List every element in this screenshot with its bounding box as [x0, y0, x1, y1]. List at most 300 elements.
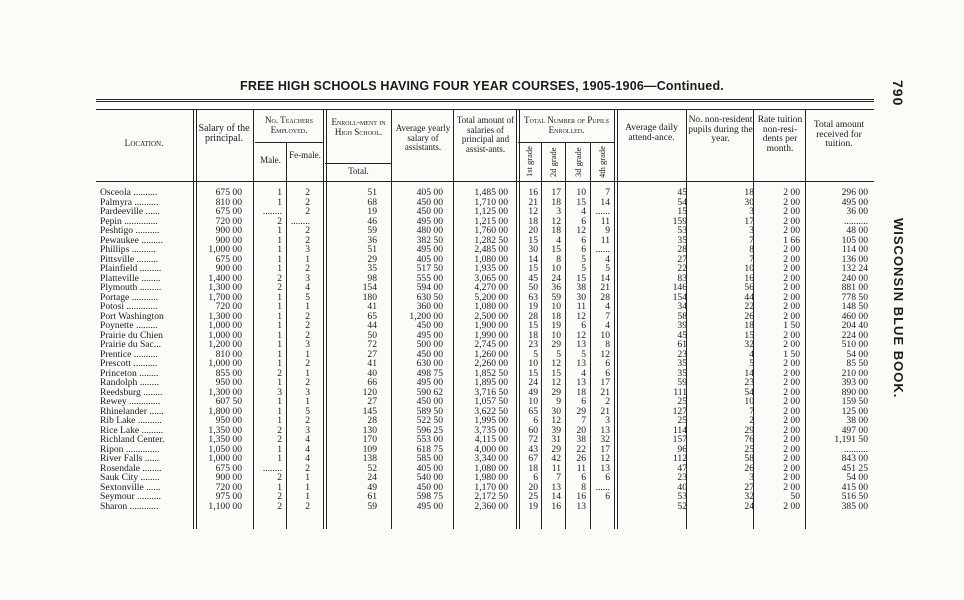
cell-avg: 585 00 [416, 453, 443, 464]
cell-location: Princeton ........ [100, 368, 159, 378]
cell-location: Ripon .............. [100, 444, 160, 454]
cell-male: 2 [277, 491, 282, 502]
cell-tuition: 148 50 [841, 301, 868, 312]
cell-salary: 950 00 [215, 415, 242, 426]
cell-sal-total: 1,080 00 [474, 462, 508, 474]
cell-rate: 2 00 [783, 225, 800, 236]
header-female: Fe-male. [289, 150, 321, 160]
cell-g2: 29 [551, 386, 561, 398]
cell-g1: 15 [528, 320, 538, 331]
cell-avg: 405 00 [416, 187, 443, 198]
cell-sal-total: 1,125 00 [474, 206, 508, 217]
cell-female: 4 [305, 434, 310, 445]
cell-att: 96 [677, 443, 687, 455]
cell-att: 159 [672, 215, 687, 227]
cell-salary: 1,300 00 [208, 310, 242, 322]
cell-male: 2 [277, 215, 282, 227]
cell-att: 35 [677, 358, 687, 369]
cell-salary: 900 00 [215, 225, 242, 236]
cell-g3: 6 [581, 472, 586, 483]
cell-total: 46 [367, 215, 377, 227]
header-subrule [325, 163, 391, 164]
cell-sal-total: 1,080 00 [474, 253, 508, 265]
cell-g1: 28 [528, 310, 538, 322]
cell-location: Poynette ......... [100, 321, 158, 331]
cell-rate: 2 00 [783, 301, 800, 312]
cell-female: 1 [305, 491, 310, 502]
cell-g2: 12 [551, 358, 561, 369]
cell-g3: 10 [576, 187, 586, 198]
cell-salary: 900 00 [215, 234, 242, 246]
header-top-rule [96, 109, 874, 110]
cell-g4: 2 [605, 396, 610, 407]
cell-tuition: 497 00 [841, 424, 868, 436]
cell-sal-total: 1,057 50 [474, 396, 508, 407]
cell-male: 1 [277, 234, 282, 246]
cell-location: Rewey ............. [100, 397, 161, 407]
header-subrule [255, 142, 323, 143]
cell-male: 1 [277, 253, 282, 265]
cell-sal-total: 1,852 50 [474, 367, 508, 379]
cell-g4: 32 [600, 434, 610, 445]
cell-g4: 14 [600, 272, 610, 284]
cell-nonres: 14 [744, 367, 754, 379]
cell-g1: 12 [528, 206, 538, 217]
cell-avg: 589 50 [416, 405, 443, 417]
cell-g1: 5 [533, 348, 538, 360]
cell-rate: 2 00 [783, 386, 800, 398]
cell-g4: 4 [605, 253, 610, 265]
cell-tuition: 1,191 50 [834, 434, 868, 445]
cell-sal-total: 3,735 00 [474, 424, 508, 436]
cell-female: 4 [305, 443, 310, 455]
cell-g4: 13 [600, 462, 610, 474]
cell-male: 1 [277, 415, 282, 426]
cell-att: 22 [677, 263, 687, 274]
cell-g2: 13 [551, 481, 561, 493]
cell-tuition: 516 50 [841, 491, 868, 502]
cell-female: 2 [305, 187, 310, 198]
cell-att: 34 [677, 301, 687, 312]
cell-sal-total: 3,622 50 [474, 405, 508, 417]
header-bottom-rule [96, 181, 874, 182]
cell-g4: 11 [600, 234, 610, 246]
cell-g2: 4 [556, 234, 561, 246]
cell-salary: 1,050 00 [208, 443, 242, 455]
cell-male: 2 [277, 272, 282, 284]
cell-female: 2 [305, 329, 310, 341]
cell-att: 35 [677, 367, 687, 379]
cell-avg: 405 00 [416, 462, 443, 474]
cell-g2: 12 [551, 415, 561, 426]
cell-g3: 6 [581, 234, 586, 246]
cell-avg: 495 00 [416, 215, 443, 227]
cell-tuition: 385 00 [841, 500, 868, 512]
cell-avg: 594 00 [416, 282, 443, 293]
cell-g1: 24 [528, 377, 538, 388]
cell-total: 145 [362, 405, 377, 417]
cell-male: 1 [277, 310, 282, 322]
cell-att: 111 [673, 386, 687, 398]
cell-att: 127 [672, 405, 687, 417]
cell-rate: 2 00 [783, 481, 800, 493]
cell-female: 1 [305, 481, 310, 493]
cell-sal-total: 1,710 00 [474, 196, 508, 208]
cell-nonres: 5 [749, 358, 754, 369]
cell-sal-total: 1,990 00 [474, 329, 508, 341]
cell-salary: 1,300 00 [208, 386, 242, 398]
cell-male: 2 [277, 367, 282, 379]
cell-location: Prentice .......... [100, 349, 158, 359]
cell-g4: 6 [605, 367, 610, 379]
cell-female: 1 [305, 301, 310, 312]
cell-att: 53 [677, 225, 687, 236]
cell-g2: 29 [551, 339, 561, 350]
cell-tuition: 296 00 [841, 187, 868, 198]
cell-att: 40 [677, 481, 687, 493]
cell-g4: 7 [605, 310, 610, 322]
cell-g2: 24 [551, 272, 561, 284]
cell-nonres: 2 [749, 415, 754, 426]
cell-salary: 675 00 [215, 253, 242, 265]
cell-sal-total: 1,282 50 [474, 234, 508, 246]
cell-total: 51 [367, 244, 377, 255]
cell-g4: 7 [605, 187, 610, 198]
cell-g2: 15 [551, 244, 561, 255]
cell-nonres: 18 [744, 187, 754, 198]
cell-total: 27 [367, 396, 377, 407]
cell-avg: 450 00 [416, 348, 443, 360]
cell-male: 1 [277, 244, 282, 255]
cell-rate: 1 50 [783, 320, 800, 331]
cell-male: 1 [277, 481, 282, 493]
cell-g3: 15 [576, 196, 586, 208]
cell-salary: 1,350 00 [208, 434, 242, 445]
cell-tuition: 224 00 [841, 329, 868, 341]
cell-nonres: 3 [749, 472, 754, 483]
cell-nonres: 32 [744, 491, 754, 502]
cell-sal-total: 4,270 00 [474, 282, 508, 293]
cell-sal-total: 1,485 00 [474, 187, 508, 198]
cell-female: 2 [305, 500, 310, 512]
cell-avg: 630 00 [416, 358, 443, 369]
cell-tuition: .......... [844, 443, 868, 455]
cell-g3: 15 [576, 272, 586, 284]
cell-tuition: 105 00 [841, 234, 868, 246]
cell-salary: 1,000 00 [208, 453, 242, 464]
cell-g1: 6 [533, 415, 538, 426]
cell-salary: 810 00 [215, 196, 242, 208]
cell-g3: 16 [576, 491, 586, 502]
cell-g2: 36 [551, 282, 561, 293]
cell-female: 5 [305, 405, 310, 417]
cell-g1: 20 [528, 481, 538, 493]
cell-total: 109 [362, 443, 377, 455]
cell-location: Pewaukee ......... [100, 235, 163, 245]
cell-g1: 18 [528, 329, 538, 341]
cell-att: 58 [677, 310, 687, 322]
cell-total: 44 [367, 320, 377, 331]
cell-location: Sauk City ........ [100, 473, 160, 483]
cell-male: 2 [277, 424, 282, 436]
cell-total: 59 [367, 500, 377, 512]
cell-salary: 1,000 00 [208, 329, 242, 341]
cell-tuition: 114 00 [841, 244, 868, 255]
cell-g1: 65 [528, 405, 538, 417]
cell-location: Peshtigo .......... [100, 226, 160, 236]
page-title: FREE HIGH SCHOOLS HAVING FOUR YEAR COURSES, 1905-1906—Continued. [240, 79, 724, 93]
cell-g4: 21 [600, 282, 610, 293]
cell-g4: 9 [605, 225, 610, 236]
cell-avg: 405 00 [416, 253, 443, 265]
cell-att: 27 [677, 253, 687, 265]
cell-sal-total: 1,080 00 [474, 301, 508, 312]
cell-tuition: 460 00 [841, 310, 868, 322]
cell-total: 180 [362, 291, 377, 303]
cell-male: 1 [277, 453, 282, 464]
cell-female: 2 [305, 415, 310, 426]
cell-location: Prairie du Chien [100, 330, 163, 340]
cell-sal-total: 1,935 00 [474, 263, 508, 274]
cell-att: 154 [672, 291, 687, 303]
cell-male: 1 [277, 225, 282, 236]
cell-rate: 2 00 [783, 206, 800, 217]
cell-male: ........ [262, 462, 282, 474]
cell-g4: 10 [600, 329, 610, 341]
cell-rate: 2 00 [783, 367, 800, 379]
cell-location: Sharon ............ [100, 501, 159, 511]
cell-tuition: 510 00 [841, 339, 868, 350]
cell-salary: 810 00 [215, 348, 242, 360]
cell-rate: 2 00 [783, 272, 800, 284]
cell-location: Portage ........... [100, 292, 159, 302]
cell-tuition: 881 00 [841, 282, 868, 293]
cell-tuition: 85 50 [846, 358, 868, 369]
cell-rate: 2 00 [783, 329, 800, 341]
cell-male: 2 [277, 282, 282, 293]
cell-g4: ...... [595, 481, 610, 493]
cell-avg: 590 62 [416, 386, 443, 398]
cell-total: 24 [367, 472, 377, 483]
cell-total: 72 [367, 339, 377, 350]
cell-att: 59 [677, 377, 687, 388]
cell-location: Seymour .......... [100, 492, 162, 502]
cell-g2: 9 [556, 396, 561, 407]
cell-g4: 11 [600, 215, 610, 227]
cell-nonres: 3 [749, 206, 754, 217]
cell-nonres: 7 [749, 253, 754, 265]
cell-g3: 29 [576, 405, 586, 417]
cell-g2: 30 [551, 405, 561, 417]
cell-g3: 4 [581, 206, 586, 217]
cell-total: 29 [367, 253, 377, 265]
cell-female: 2 [305, 320, 310, 331]
cell-g4: 6 [605, 491, 610, 502]
cell-total: 154 [362, 282, 377, 293]
cell-total: 36 [367, 234, 377, 246]
cell-salary: 1,300 00 [208, 282, 242, 293]
cell-g3: 13 [576, 500, 586, 512]
cell-rate: 2 00 [783, 244, 800, 255]
table-row [100, 502, 880, 512]
header-location: Location. [124, 139, 164, 149]
cell-female: 3 [305, 339, 310, 350]
cell-salary: 1,800 00 [208, 405, 242, 417]
cell-male: 2 [277, 434, 282, 445]
cell-sal-total: 2,172 50 [474, 491, 508, 502]
cell-g1: 10 [528, 358, 538, 369]
cell-g3: 12 [576, 329, 586, 341]
cell-total: 98 [367, 272, 377, 284]
cell-g2: 18 [551, 196, 561, 208]
cell-sal-total: 2,485 00 [474, 244, 508, 255]
cell-avg: 517 50 [416, 263, 443, 274]
cell-g3: 38 [576, 282, 586, 293]
cell-g1: 15 [528, 367, 538, 379]
cell-male: 1 [277, 358, 282, 369]
cell-avg: 382 50 [416, 234, 443, 246]
cell-g1: 19 [528, 500, 538, 512]
cell-location: Prescott .......... [100, 359, 158, 369]
cell-avg: 1,200 00 [409, 310, 443, 322]
cell-g3: 5 [581, 253, 586, 265]
cell-female: 3 [305, 272, 310, 284]
cell-tuition: 210 00 [841, 367, 868, 379]
cell-total: 59 [367, 225, 377, 236]
cell-nonres: 8 [749, 244, 754, 255]
cell-total: 68 [367, 196, 377, 208]
cell-total: 61 [367, 491, 377, 502]
header-nonresident: No. non-resident pupils during the year. [688, 115, 753, 144]
cell-rate: 2 00 [783, 215, 800, 227]
cell-nonres: 7 [749, 234, 754, 246]
cell-location: Osceola .......... [100, 188, 158, 198]
page-number: 790 [890, 80, 906, 107]
cell-g1: 14 [528, 253, 538, 265]
cell-rate: 2 00 [783, 434, 800, 445]
cell-sal-total: 1,895 00 [474, 377, 508, 388]
cell-rate: 1 66 [783, 234, 800, 246]
cell-att: 54 [677, 196, 687, 208]
cell-g2: 59 [551, 291, 561, 303]
cell-female: ........ [290, 215, 310, 227]
cell-nonres: 24 [744, 500, 754, 512]
cell-g1: 30 [528, 244, 538, 255]
cell-g4: 6 [605, 358, 610, 369]
cell-sal-total: 4,000 00 [474, 443, 508, 455]
header-subrule [518, 142, 614, 143]
cell-female: 3 [305, 424, 310, 436]
cell-location: Plainfield ......... [100, 264, 162, 274]
cell-rate: 2 00 [783, 377, 800, 388]
cell-location: Pittsville ......... [100, 254, 159, 264]
cell-g2: 12 [551, 215, 561, 227]
cell-g1: 15 [528, 234, 538, 246]
cell-total: 49 [367, 481, 377, 493]
cell-g1: 6 [533, 472, 538, 483]
cell-g3: 20 [576, 424, 586, 436]
cell-g4: ...... [595, 244, 610, 255]
cell-g2: 16 [551, 500, 561, 512]
cell-female: 4 [305, 282, 310, 293]
cell-salary: 1,200 00 [208, 339, 242, 350]
cell-location: River Falls ...... [100, 454, 160, 464]
cell-g1: 43 [528, 443, 538, 455]
cell-female: 2 [305, 196, 310, 208]
header-grade-4: 4th grade [597, 146, 607, 178]
cell-sal-total: 2,745 00 [474, 339, 508, 350]
cell-total: 50 [367, 329, 377, 341]
cell-g1: 20 [528, 225, 538, 236]
cell-male: 1 [277, 339, 282, 350]
cell-nonres: 16 [744, 272, 754, 284]
cell-location: Rib Lake .......... [100, 416, 162, 426]
cell-male: ........ [262, 206, 282, 217]
cell-nonres: 4 [749, 348, 754, 360]
cell-att: 45 [677, 187, 687, 198]
header-teachers: No. Teachers Employed. [264, 115, 313, 135]
cell-total: 120 [362, 386, 377, 398]
header-tuition: Total amount received for tuition. [813, 120, 865, 149]
cell-rate: 2 00 [783, 263, 800, 274]
cell-g2: 10 [551, 263, 561, 274]
cell-sal-total: 3,716 50 [474, 386, 508, 398]
cell-female: 2 [305, 310, 310, 322]
cell-tuition: 393 00 [841, 377, 868, 388]
cell-tuition: 54 00 [846, 472, 868, 483]
cell-rate: 2 00 [783, 187, 800, 198]
cell-avg: 450 00 [416, 206, 443, 217]
cell-total: 65 [367, 310, 377, 322]
cell-female: 2 [305, 206, 310, 217]
cell-avg: 495 00 [416, 377, 443, 388]
cell-nonres: 3 [749, 225, 754, 236]
cell-g4: 28 [600, 291, 610, 303]
cell-salary: 607 50 [215, 396, 242, 407]
header-grade-1: 1st grade [524, 146, 534, 178]
cell-location: Phillips .......... [100, 245, 156, 255]
cell-att: 45 [677, 329, 687, 341]
cell-location: Pardeeville ...... [100, 207, 160, 217]
cell-g3: 30 [576, 291, 586, 303]
cell-g3: 12 [576, 310, 586, 322]
cell-g2: 42 [551, 453, 561, 464]
cell-g3: 11 [576, 462, 586, 474]
cell-sal-total: 1,760 00 [474, 225, 508, 236]
cell-male: 1 [277, 348, 282, 360]
cell-rate: 2 00 [783, 196, 800, 208]
cell-location: Rhinelander ...... [100, 406, 164, 416]
cell-g1: 16 [528, 187, 538, 198]
cell-g3: 38 [576, 434, 586, 445]
cell-att: 23 [677, 472, 687, 483]
cell-tuition: 159 50 [841, 396, 868, 407]
cell-male: 1 [277, 443, 282, 455]
cell-avg: 450 00 [416, 196, 443, 208]
header-total-salaries: Total amount of salaries of principal and assist-ants. [456, 115, 515, 154]
cell-g1: 23 [528, 339, 538, 350]
cell-g4: 21 [600, 405, 610, 417]
cell-att: 112 [672, 453, 687, 464]
cell-nonres: 56 [744, 282, 754, 293]
header-salary: Salary of the principal. [198, 123, 250, 144]
cell-salary: 855 00 [215, 367, 242, 379]
cell-tuition: 38 00 [846, 415, 868, 426]
header-grade-3: 3d grade [573, 147, 583, 177]
cell-rate: 2 00 [783, 310, 800, 322]
cell-att: 35 [677, 234, 687, 246]
cell-g3: 13 [576, 377, 586, 388]
